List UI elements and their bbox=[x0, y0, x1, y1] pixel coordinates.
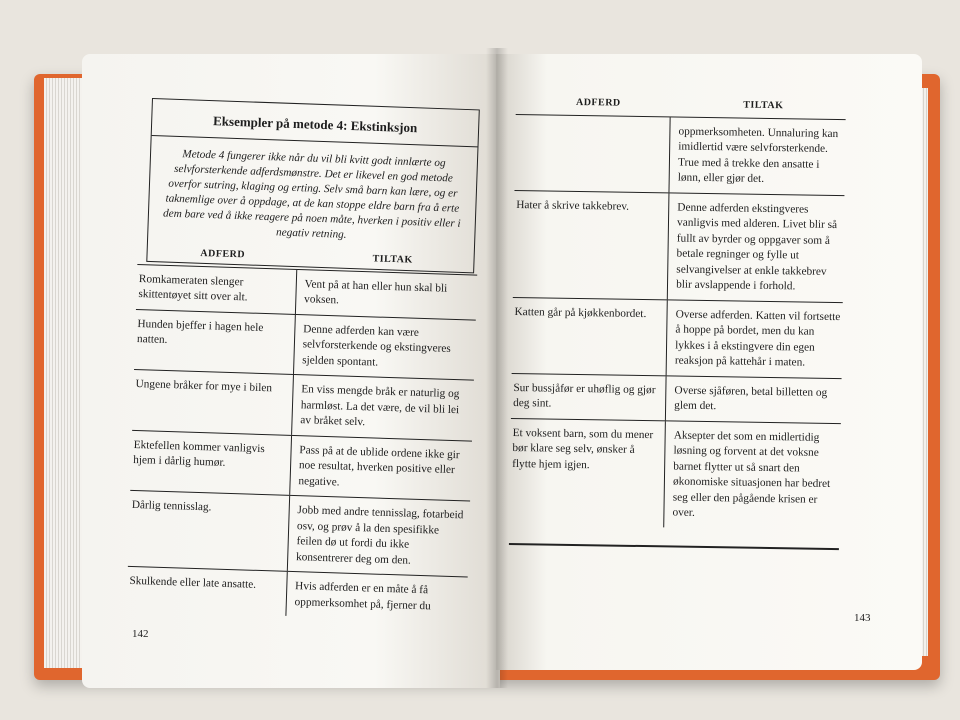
action-cell: Jobb med andre tennisslag, fotarbeid osv, og prøv å la den spesifikke feilen dø ut fordi du ikke konsentrerer deg om den. bbox=[295, 504, 464, 567]
behavior-cell: Romkameraten slenger skittentøyet sitt over alt. bbox=[136, 264, 297, 313]
behavior-cell: Dårlig tennisslag. bbox=[128, 491, 290, 571]
table-end-rule bbox=[509, 542, 839, 549]
table-row bbox=[134, 308, 476, 379]
header-action: TILTAK bbox=[743, 99, 784, 112]
right-table bbox=[509, 94, 846, 550]
header-behavior: ADFERD bbox=[575, 96, 621, 109]
behavior-cell: Ungene bråker for mye i bilen bbox=[132, 370, 294, 434]
page-number: 142 bbox=[132, 628, 149, 640]
action-cell: Aksepter det som en midlertidig løsning og forvent at det voksne barnet flytter ut så snart den økonomiske situasjonen har bedret seg eller den pågående krisen er over. bbox=[672, 429, 831, 519]
action-cell: Pass på at de ublide ordene ikke gir noe resultat, hverken positive eller negative. bbox=[298, 443, 460, 488]
page-number: 143 bbox=[854, 612, 871, 624]
action-cell: Vent på at han eller hun skal bli voksen. bbox=[303, 277, 448, 307]
table-row bbox=[511, 372, 842, 422]
behavior-cell: Katten går på kjøkkenbordet. bbox=[512, 297, 668, 374]
action-cell: Overse sjåføren, betal billetten og glem det. bbox=[674, 384, 828, 413]
header-behavior: ADFERD bbox=[200, 247, 246, 261]
behavior-cell: Hunden bjeffer i hagen hele natten. bbox=[134, 309, 296, 373]
left-table bbox=[126, 244, 477, 621]
table-row bbox=[512, 296, 843, 377]
table-row bbox=[130, 429, 472, 500]
behavior-cell: Skulkende eller late ansatte. bbox=[126, 567, 287, 616]
behavior-cell: Sur bussjåfør er uhøflig og gjør deg sint. bbox=[511, 373, 667, 419]
table-row bbox=[514, 113, 845, 194]
table-row bbox=[509, 417, 841, 529]
header-action: TILTAK bbox=[372, 253, 413, 266]
book-gutter-shadow bbox=[486, 48, 508, 688]
action-cell: Hvis adferden er en måte å få oppmerksomhet på, fjerner du bbox=[294, 580, 431, 612]
behavior-cell: Hater å skrive takkebrev. bbox=[513, 190, 670, 298]
action-cell: Denne adferden kan være selvforsterkende og ekstingveres sjelden spontant. bbox=[302, 322, 451, 369]
box-title: Eksempler på metode 4: Ekstinksjon bbox=[152, 99, 479, 147]
action-cell: Denne adferden ekstingveres vanligvis med alderen. Livet blir så fullt av byrder og oppgaver som å betale regninger og fylle ut selvangivelser at enkle takkebrev blir avslappende i forhold. bbox=[676, 201, 838, 293]
table-row bbox=[513, 189, 845, 301]
action-cell: Overse adferden. Katten vil fortsette å hoppe på bordet, men du kan lykkes i å ekstingvere din egen reaksjon på kattehår i maten. bbox=[674, 308, 841, 369]
behavior-cell: Et voksent barn, som du mener bør klare seg selv, ønsker å flytte hjem igjen. bbox=[509, 418, 666, 526]
left-page bbox=[82, 54, 500, 688]
table-row bbox=[128, 490, 470, 577]
action-cell: oppmerksomheten. Unnaluring kan imidlertid være selvforsterkende. True med å trekke den ansatte i lønn, eller gjør det. bbox=[677, 125, 839, 185]
right-page bbox=[496, 54, 922, 670]
table-row bbox=[132, 369, 474, 440]
box-text: Metode 4 fungerer ikke når du vil bli kvitt godt innlærte og selvforsterkende adferdsmønstre. Det er likevel en god metode overfor sutring, klaging og erting. Selv små barn kan lære, og er taknemlige over å oppdage, at de kan stoppe eldre barn fra å erte dem bare ved å ikke reagere på noen måte, hverken i positiv eller i negativ retning. bbox=[162, 148, 461, 241]
action-cell: En viss mengde bråk er naturlig og harmløst. La det være, de vil bli lei av bråket selv. bbox=[300, 383, 460, 429]
behavior-cell: Ektefellen kommer vanligvis hjem i dårlig humør. bbox=[130, 430, 292, 494]
behavior-cell bbox=[514, 114, 670, 191]
